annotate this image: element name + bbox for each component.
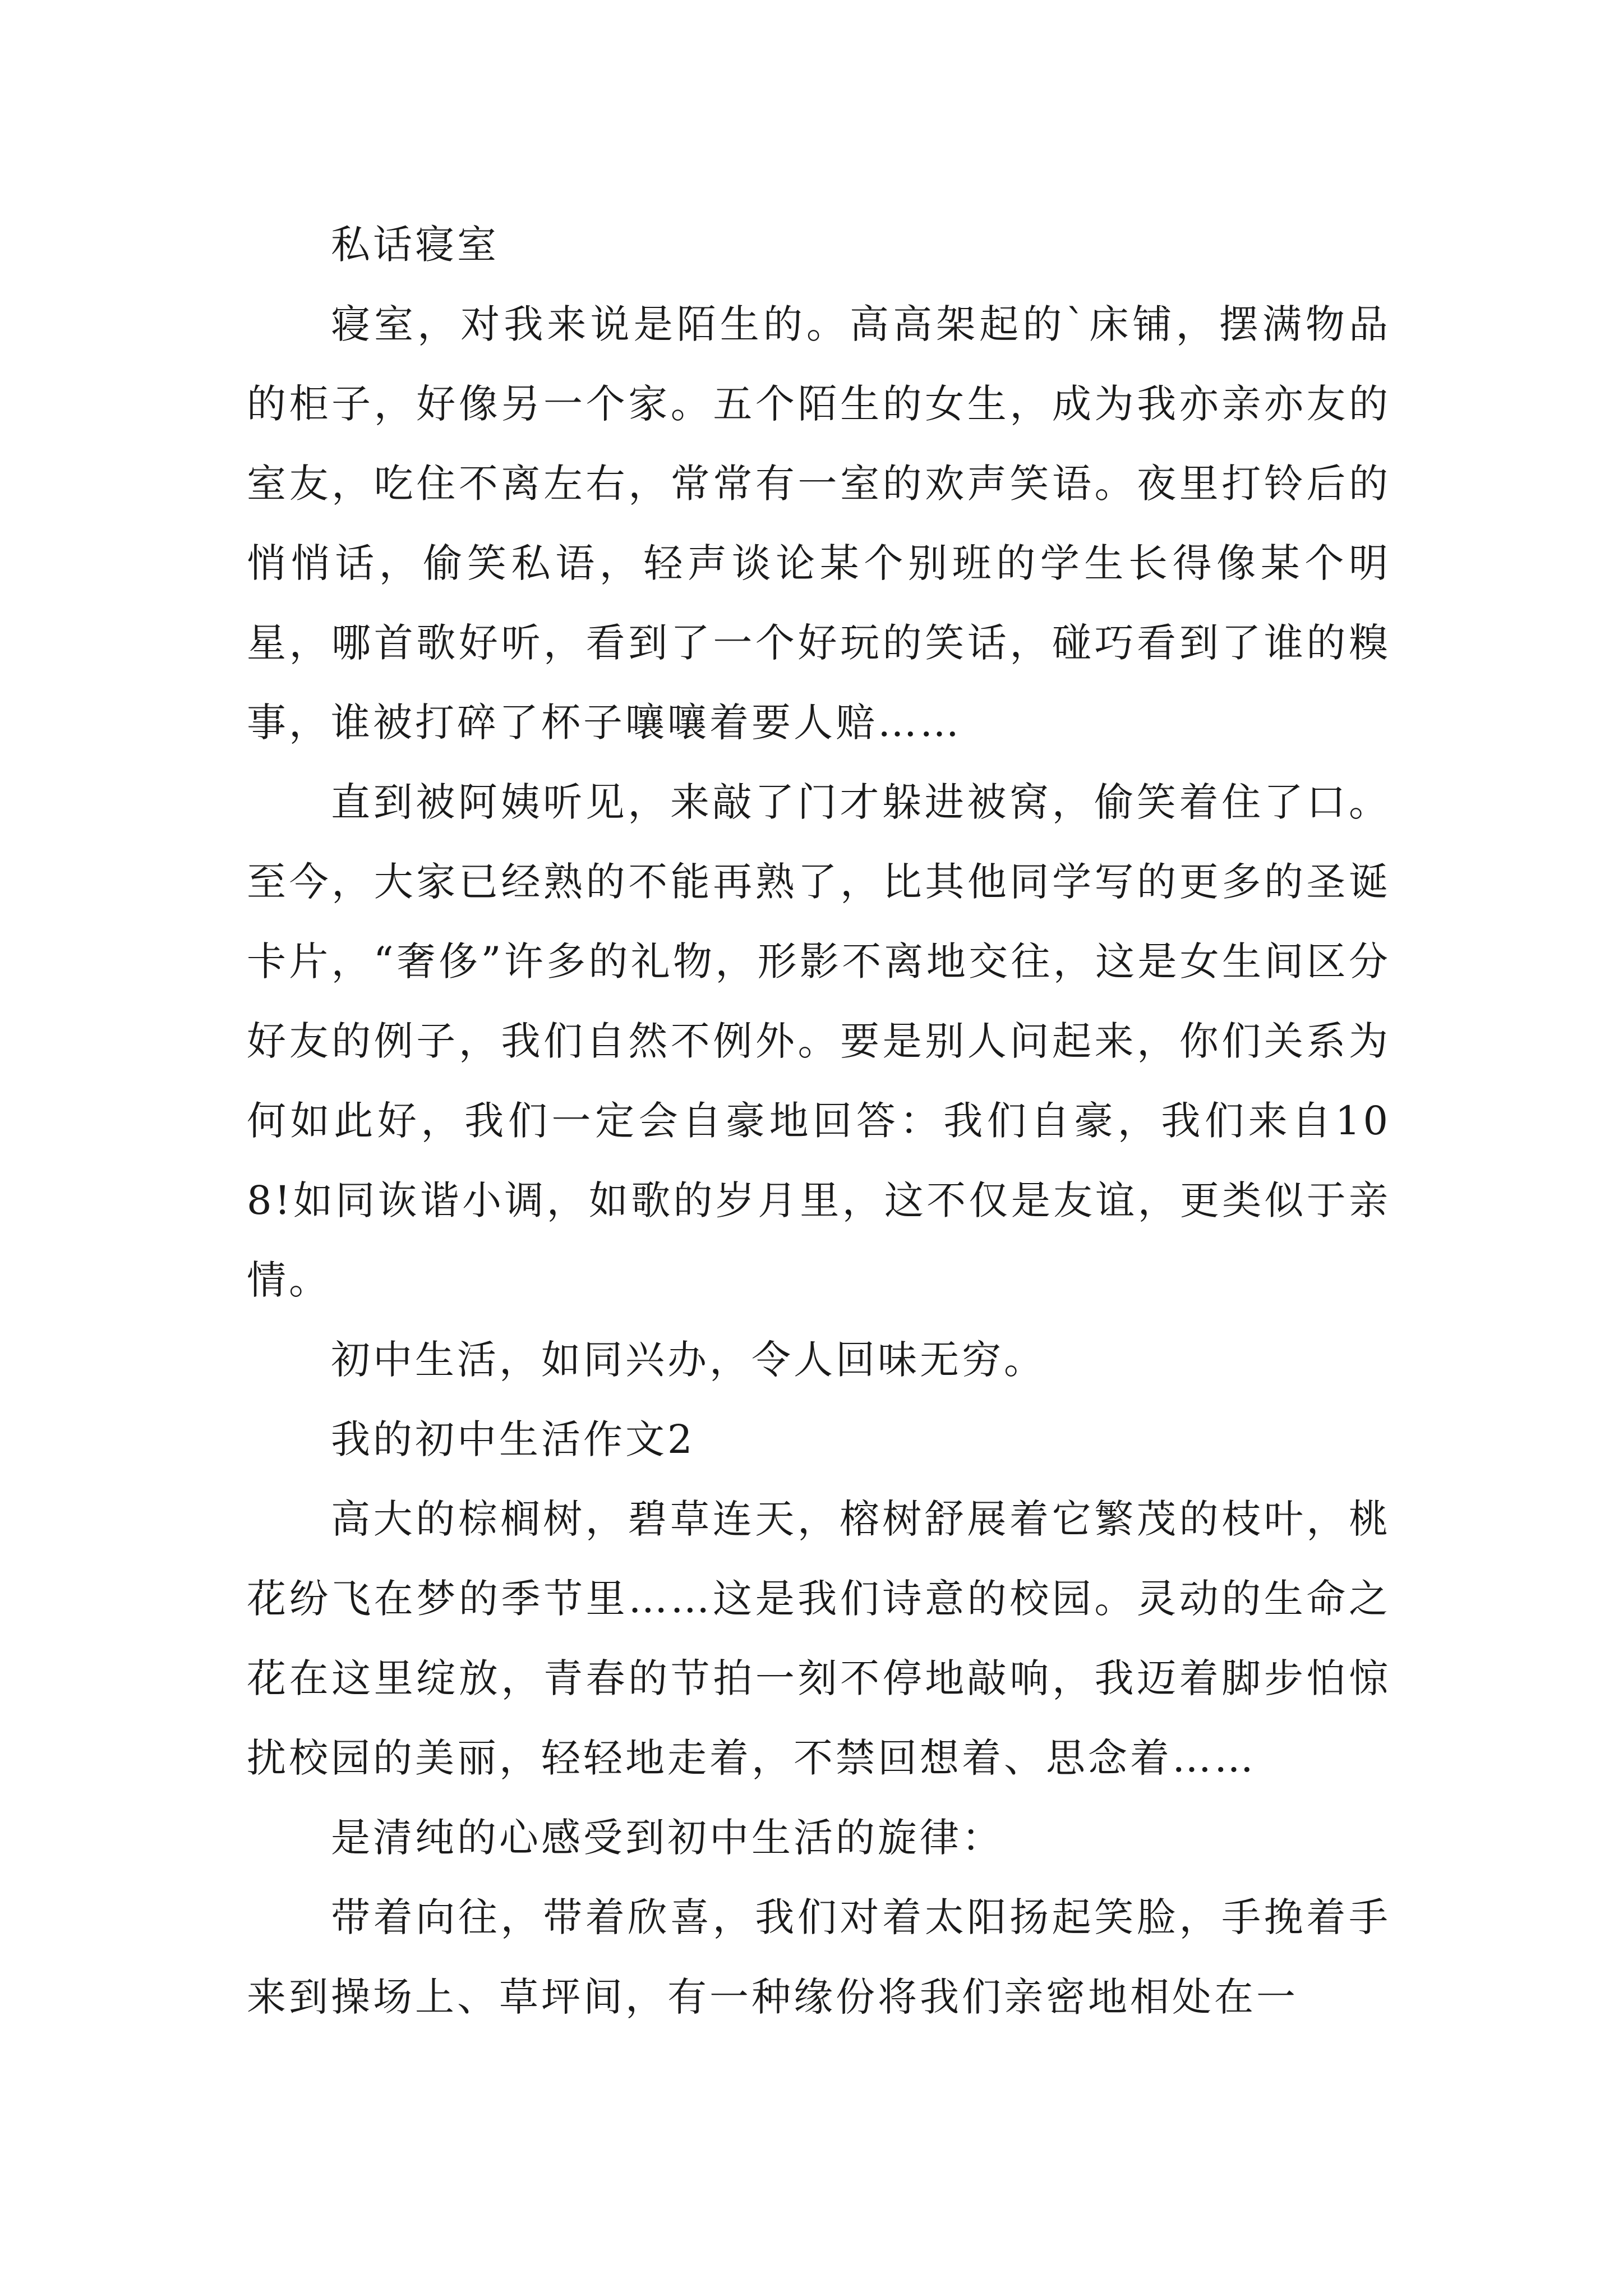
body-paragraph: 寝室，对我来说是陌生的。高高架起的`床铺，摆满物品的柜子，好像另一个家。五个陌生的女生，成为我亦亲亦友的室友，吃住不离左右，常常有一室的欢声笑语。夜里打铃后的悄悄话，偷笑私语，轻声谈论某个别班的学生长得像某个明星，哪首歌好听，看到了一个好玩的笑话，碰巧看到了谁的糗事，谁被打碎了杯子嚷嚷着要人赔…… <box>247 301 1391 746</box>
body-paragraph: 初中生活，如同兴办，令人回味无穷。 <box>331 1337 1046 1383</box>
body-paragraph: 是清纯的心感受到初中生活的旋律： <box>331 1815 1004 1861</box>
body-paragraph: 高大的棕榈树，碧草连天，榕树舒展着它繁茂的枝叶，桃花纷飞在梦的季节里……这是我们诗意的校园。灵动的生命之花在这里绽放，青春的节拍一刻不停地敲响，我迈着脚步怕惊扰校园的美丽，轻轻地走着，不禁回想着、思念着…… <box>247 1496 1391 1781</box>
essay-title: 我的初中生活作文2 <box>331 1416 695 1462</box>
body-paragraph: 直到被阿姨听见，来敲了门才躲进被窝，偷笑着住了口。至今，大家已经熟的不能再熟了，比其他同学写的更多的圣诞卡片，“奢侈”许多的礼物，形影不离地交往，这是女生间区分好友的例子，我们自然不例外。要是别人问起来，你们关系为何如此好，我们一定会自豪地回答：我们自豪，我们来自108!如同诙谐小调，如歌的岁月里，这不仅是友谊，更类似于亲情。 <box>247 779 1391 1303</box>
section-heading-dorm: 私话寝室 <box>331 222 499 268</box>
document-body <box>247 205 1391 2037</box>
body-paragraph: 带着向往，带着欣喜，我们对着太阳扬起笑脸，手挽着手来到操场上、草坪间，有一种缘份将我们亲密地相处在一 <box>247 1894 1391 2020</box>
